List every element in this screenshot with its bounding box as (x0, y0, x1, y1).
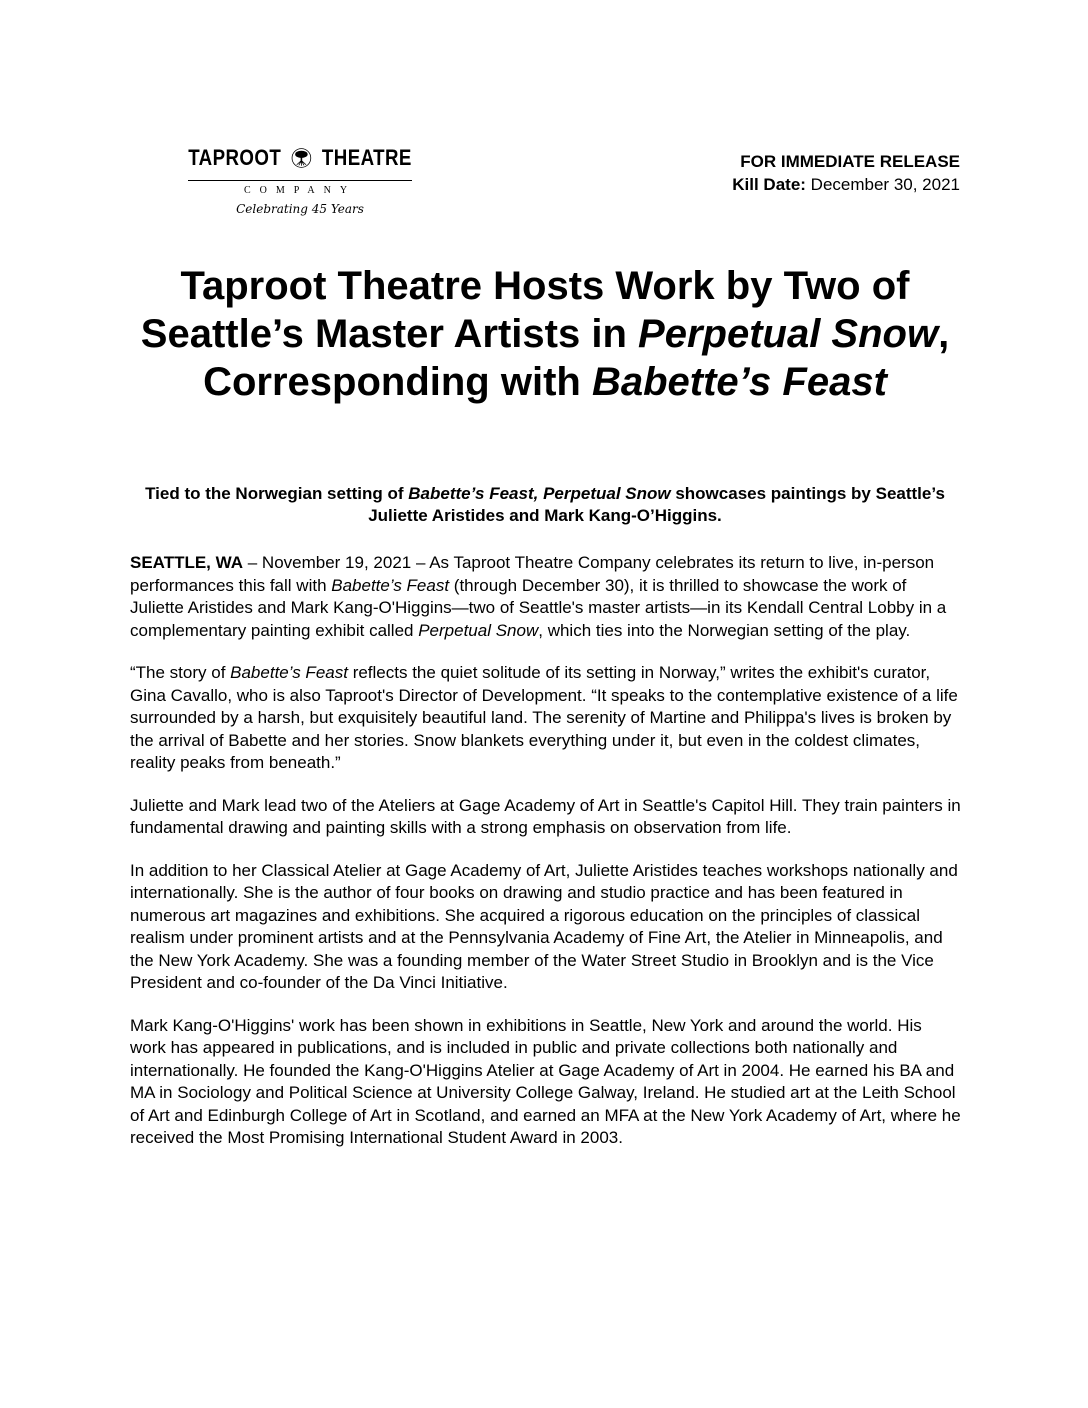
subtitle-text: Tied to the Norwegian setting of (145, 484, 409, 503)
title-italic-perpetual-snow: Perpetual Snow (638, 312, 939, 356)
paragraph-italic: Babette’s Feast (230, 663, 348, 682)
title-text: Taproot Theatre Hosts Work by Two of Seattle’s Master Artists in (140, 264, 910, 356)
logo-company: COMPANY (243, 185, 357, 196)
release-notice: FOR IMMEDIATE RELEASE (740, 152, 960, 171)
paragraph-text: , which ties into the Norwegian setting of the play. (538, 620, 911, 640)
subtitle (130, 483, 960, 527)
paragraph-italic: Perpetual Snow (418, 620, 539, 640)
paragraph-text: reflects the quiet solitude of its setting in Norway,” writes the exhibit's curator, Gina Cavallo, who is also Taproot's Director of Development. “It speaks to the contemplative existence of a life surrounded by a harsh, but exquisitely beautiful land. The serenity of Martine and Philippa's lives is broken by the arrival of Babette and her stories. Snow blankets everything under it, but even in the coldest climates, reality peaks from beneath.” (130, 663, 958, 772)
paragraph-text: “The story of (130, 663, 231, 682)
tree-icon (291, 138, 312, 178)
paragraph-5: Mark Kang-O'Higgins' work has been shown in exhibitions in Seattle, New York and around the world. His work has appeared in publications, and is included in public and private collections both nationally and internationally. He founded the Kang-O'Higgins Atelier at Gage Academy of Art in 2004. He earned his BA and MA in Sociology and Political Science at University College Galway, Ireland. He studied art at the Leith School of Art and Edinburgh College of Art in Scotland, and earned an MFA at the New York Academy of Art, where he received the Most Promising International Student Award in 2003. (130, 1015, 961, 1147)
kill-date-label: Kill Date: (732, 175, 806, 194)
title-text: , Corresponding with (203, 312, 950, 404)
paragraph-4: In addition to her Classical Atelier at Gage Academy of Art, Juliette Aristides teaches workshops nationally and internationally. She is the author of four books on drawing and studio practice and has been featured in numerous art magazines and exhibitions. She acquired a rigorous education on the principles of classical realism under prominent artists and at the Pennsylvania Academy of Fine Art, the Atelier in Minneapolis, and the New York Academy. She was a founding member of the Water Street Studio in Brooklyn and is the Vice President and co-founder of the Da Vinci Initiative. (130, 860, 958, 992)
kill-date-line (732, 173, 960, 196)
logo-word-right: THEATRE (322, 145, 413, 170)
subtitle-text: showcases paintings by Seattle’s Juliette Aristides and Mark Kang-O’Higgins. (368, 484, 945, 525)
logo-word-left: TAPROOT (188, 145, 282, 170)
release-header (732, 150, 960, 196)
subtitle-italic: Babette’s Feast, Perpetual Snow (408, 484, 671, 503)
paragraph-text: (through December 30), it is thrilled to showcase the work of Juliette Aristides and Mark Kang-O'Higgins—two of Seattle's master artists—in its Kendall Central Lobby in a complementary painting exhibit called (130, 575, 947, 640)
logo-divider (188, 180, 412, 181)
title-italic-babettes-feast: Babette’s Feast (591, 360, 887, 404)
paragraph-3: Juliette and Mark lead two of the Ateliers at Gage Academy of Art in Seattle's Capitol Hill. They train painters in fundamental drawing and painting skills with a strong emphasis on observation from life. (130, 795, 961, 837)
paragraph-text: – November 19, 2021 – As Taproot Theatre Company celebrates its return to live, in-person performances this fall with (130, 553, 935, 595)
paragraph-1 (130, 552, 962, 642)
paragraph-2 (130, 662, 962, 775)
dateline: SEATTLE, WA (130, 553, 244, 572)
page-title (130, 262, 960, 406)
paragraph-italic: Babette’s Feast (331, 575, 450, 595)
kill-date-value: December 30, 2021 (805, 175, 960, 194)
logo-tagline: Celebrating 45 Years (236, 202, 364, 216)
body-text (130, 552, 962, 1170)
taproot-logo (180, 138, 420, 216)
